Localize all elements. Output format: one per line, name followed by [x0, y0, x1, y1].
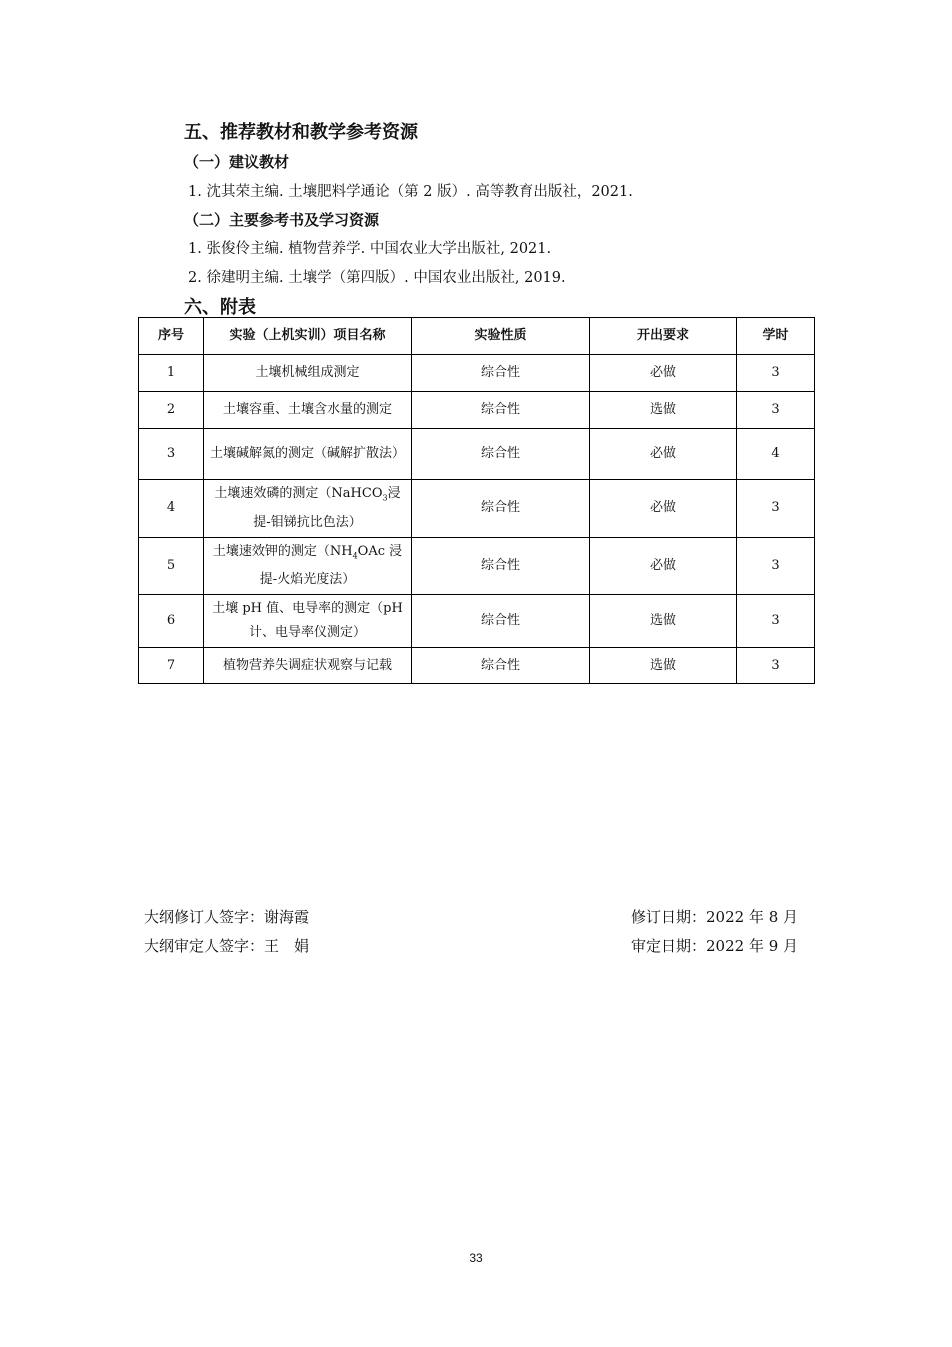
- header-project-name: 实验（上机实训）项目名称: [204, 318, 412, 355]
- cell-project-name-part: 土壤速效磷的测定（NaHCO: [214, 486, 383, 501]
- section-6-heading: 六、附表: [184, 297, 256, 318]
- cell-project-name-part: OAc 浸提-火焰光度法）: [259, 543, 403, 588]
- cell-number: 2: [139, 392, 204, 429]
- cell-project-name: 土壤机械组成测定: [204, 355, 412, 392]
- header-requirement: 开出要求: [590, 318, 737, 355]
- reviser-signature: 大纲修订人签字：谢海霞: [144, 908, 310, 926]
- table-row: [139, 355, 815, 392]
- revise-date: 修订日期：2022 年 8 月: [631, 908, 799, 926]
- references-subheading: （二）主要参考书及学习资源: [184, 211, 380, 229]
- approver-signature: 大纲审定人签字：王 娟: [144, 937, 310, 955]
- cell-number: 6: [139, 595, 204, 648]
- cell-nature: 综合性: [412, 392, 590, 429]
- cell-requirement: 必做: [590, 355, 737, 392]
- cell-project-name: 土壤 pH 值、电导率的测定（pH 计、电导率仪测定）: [204, 595, 412, 648]
- cell-hours: 3: [737, 537, 815, 595]
- cell-number: 5: [139, 537, 204, 595]
- table-row: [139, 537, 815, 595]
- cell-nature: 综合性: [412, 480, 590, 538]
- cell-hours: 3: [737, 392, 815, 429]
- cell-requirement: 必做: [590, 429, 737, 480]
- cell-nature: 综合性: [412, 595, 590, 648]
- subscript: 3: [382, 493, 388, 503]
- reference-item: 1. 张俊伶主编. 植物营养学. 中国农业大学出版社, 2021.: [188, 241, 552, 257]
- cell-project-name-part: 浸提-钼锑抗比色法）: [253, 486, 401, 530]
- section-5-heading: 五、推荐教材和教学参考资源: [184, 122, 418, 143]
- cell-requirement: 选做: [590, 595, 737, 648]
- cell-project-name: 土壤碱解氮的测定（碱解扩散法）: [204, 429, 412, 480]
- cell-hours: 3: [737, 595, 815, 648]
- cell-nature: 综合性: [412, 429, 590, 480]
- cell-number: 1: [139, 355, 204, 392]
- textbook-subheading: （一）建议教材: [184, 153, 290, 171]
- cell-requirement: 必做: [590, 480, 737, 538]
- cell-nature: 综合性: [412, 355, 590, 392]
- cell-project-name: [204, 537, 412, 595]
- header-number: 序号: [139, 318, 204, 355]
- cell-hours: 3: [737, 355, 815, 392]
- cell-project-name-part: 土壤速效钾的测定（NH: [212, 543, 353, 559]
- header-nature: 实验性质: [412, 318, 590, 355]
- table-row: [139, 392, 815, 429]
- header-hours: 学时: [737, 318, 815, 355]
- cell-requirement: 必做: [590, 537, 737, 595]
- table-header-row: [139, 318, 815, 355]
- cell-requirement: 选做: [590, 648, 737, 684]
- cell-hours: 4: [737, 429, 815, 480]
- table-row: [139, 648, 815, 684]
- textbook-item: 1. 沈其荣主编. 土壤肥料学通论（第 2 版）. 高等教育出版社，2021.: [188, 184, 633, 200]
- table-row: [139, 429, 815, 480]
- cell-hours: 3: [737, 480, 815, 538]
- cell-number: 7: [139, 648, 204, 684]
- cell-hours: 3: [737, 648, 815, 684]
- cell-project-name: 植物营养失调症状观察与记载: [204, 648, 412, 684]
- table-row: [139, 595, 815, 648]
- cell-number: 3: [139, 429, 204, 480]
- cell-requirement: 选做: [590, 392, 737, 429]
- cell-project-name: [204, 480, 412, 538]
- cell-number: 4: [139, 480, 204, 538]
- cell-project-name: 土壤容重、土壤含水量的测定: [204, 392, 412, 429]
- cell-nature: 综合性: [412, 537, 590, 595]
- approve-date: 审定日期：2022 年 9 月: [631, 937, 799, 955]
- cell-nature: 综合性: [412, 648, 590, 684]
- table-row: [139, 480, 815, 538]
- experiment-table: [138, 317, 815, 684]
- reference-item: 2. 徐建明主编. 土壤学（第四版）. 中国农业出版社, 2019.: [188, 270, 566, 286]
- subscript: 4: [352, 551, 358, 561]
- page-number: 33: [469, 1251, 483, 1265]
